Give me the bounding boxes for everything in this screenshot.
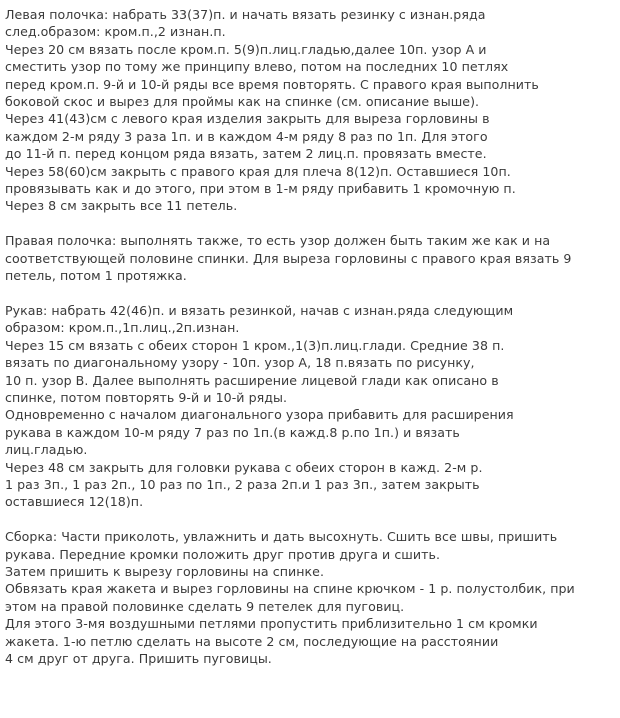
text-line: Обвязать края жакета и вырез горловины на спине крючком - 1 р. полустолбик, при: [5, 581, 575, 597]
left-front-section: [5, 6, 617, 215]
text-line: спинке, потом повторять 9-й и 10-й ряды.: [5, 389, 288, 405]
text-line: сместить узор по тому же принципу влево, потом на последних 10 петлях: [5, 59, 509, 75]
text-line: оставшиеся 12(18)п.: [5, 494, 144, 510]
text-line: лиц.гладью.: [5, 442, 88, 458]
text-line: каждом 2-м ряду 3 раза 1п. и в каждом 4-м ряду 8 раз по 1п. Для этого: [5, 128, 488, 144]
text-line: Через 48 см закрыть для головки рукава с обеих сторон в кажд. 2-м р.: [5, 459, 483, 475]
text-line: боковой скос и вырез для проймы как на спинке (см. описание выше).: [5, 94, 480, 110]
paragraph-gap: [5, 511, 617, 528]
text-line: перед кром.п. 9-й и 10-й ряды все время повторять. С правого края выполнить: [5, 76, 539, 92]
text-line: соответствующей половине спинки. Для выреза горловины с правого края вязать 9: [5, 250, 572, 266]
text-line: Для этого 3-мя воздушными петлями пропустить приблизительно 1 см кромки: [5, 616, 538, 632]
sleeve-section: [5, 302, 617, 511]
paragraph-gap: [5, 215, 617, 232]
text-line: Правая полочка: выполнять также, то есть узор должен быть таким же как и на: [5, 233, 551, 249]
text-line: Через 8 см закрыть все 11 петель.: [5, 198, 238, 214]
knitting-instructions-document: [5, 6, 617, 667]
text-line: Через 58(60)см закрыть с правого края для плеча 8(12)п. Оставшиеся 10п.: [5, 163, 511, 179]
text-line: 1 раз 3п., 1 раз 2п., 10 раз по 1п., 2 раза 2п.и 1 раз 3п., затем закрыть: [5, 476, 480, 492]
text-line: петель, потом 1 протяжка.: [5, 268, 187, 284]
text-line: Рукав: набрать 42(46)п. и вязать резинкой, начав с изнан.ряда следующим: [5, 302, 514, 318]
text-line: вязать по диагональному узору - 10п. узор А, 18 п.вязать по рисунку,: [5, 355, 475, 371]
text-line: 10 п. узор В. Далее выполнять расширение лицевой глади как описано в: [5, 372, 499, 388]
assembly-section: [5, 528, 617, 667]
text-line: до 11-й п. перед концом ряда вязать, затем 2 лиц.п. провязать вместе.: [5, 146, 487, 162]
text-line: жакета. 1-ю петлю сделать на высоте 2 см, последующие на расстоянии: [5, 633, 499, 649]
text-line: провязывать как и до этого, при этом в 1-м ряду прибавить 1 кромочную п.: [5, 181, 516, 197]
right-front-section: [5, 232, 617, 284]
text-line: рукава. Передние кромки положить друг против друга и сшить.: [5, 546, 441, 562]
text-line: этом на правой половинке сделать 9 петелек для пуговиц.: [5, 598, 405, 614]
text-line: 4 см друг от друга. Пришить пуговицы.: [5, 650, 272, 666]
text-line: Левая полочка: набрать 33(37)п. и начать вязать резинку с изнан.ряда: [5, 7, 486, 22]
text-line: Сборка: Части приколоть, увлажнить и дать высохнуть. Сшить все швы, пришить: [5, 529, 558, 545]
text-line: Через 15 см вязать с обеих сторон 1 кром.,1(3)п.лиц.глади. Средние 38 п.: [5, 337, 505, 353]
text-line: Через 20 см вязать после кром.п. 5(9)п.лиц.гладью,далее 10п. узор А и: [5, 41, 487, 57]
text-line: Одновременно с началом диагонального узора прибавить для расширения: [5, 407, 514, 423]
text-line: образом: кром.п.,1п.лиц.,2п.изнан.: [5, 320, 240, 336]
text-line: рукава в каждом 10-м ряду 7 раз по 1п.(в кажд.8 р.по 1п.) и вязать: [5, 424, 460, 440]
text-line: след.образом: кром.п.,2 изнан.п.: [5, 24, 226, 40]
paragraph-gap: [5, 284, 617, 301]
text-line: Через 41(43)см с левого края изделия закрыть для выреза горловины в: [5, 111, 490, 127]
text-line: Затем пришить к вырезу горловины на спинке.: [5, 563, 325, 579]
